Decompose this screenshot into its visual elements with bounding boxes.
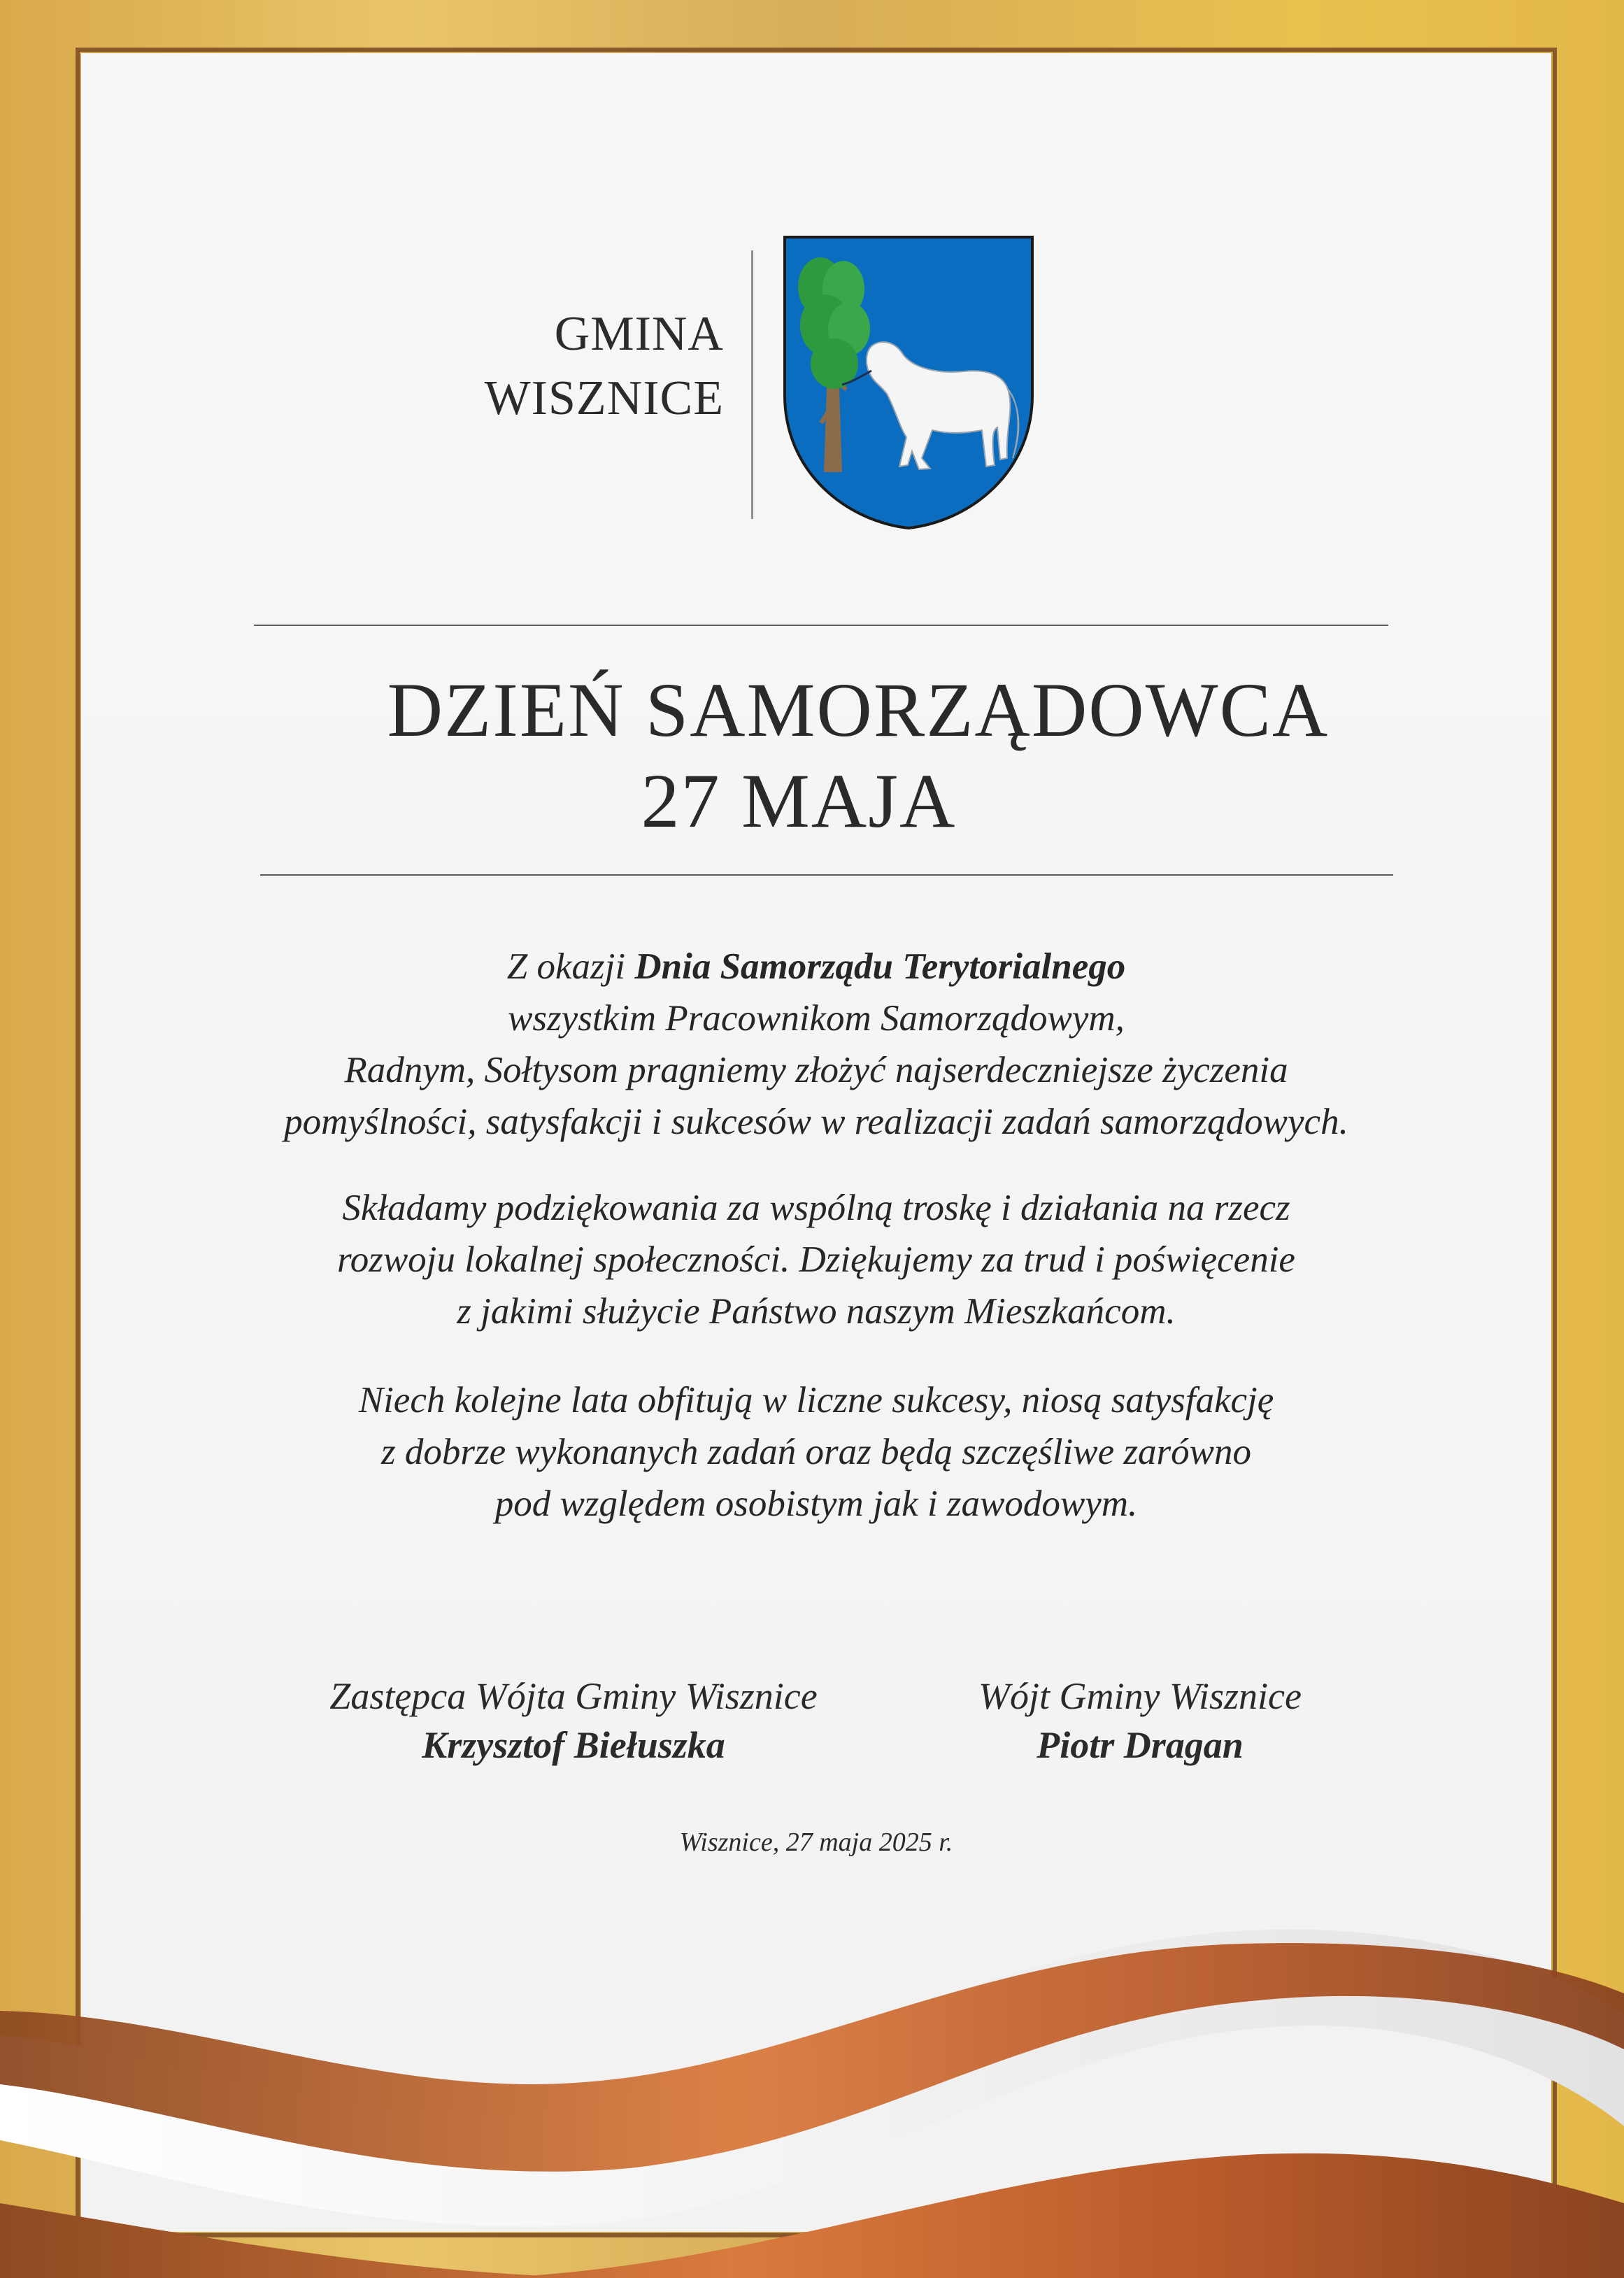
- wishes-line3: pod względem osobistym jak i zawodowym.: [494, 1483, 1138, 1524]
- thanks-line2: rozwoju lokalnej społeczności. Dziękujemy za trud i poświęcenie: [337, 1239, 1295, 1280]
- greeting-paragraph-3: [81, 1374, 1551, 1530]
- thanks-line3: z jakimi służycie Państwo naszym Mieszkańcom.: [457, 1291, 1176, 1332]
- greeting-paragraph-1: [81, 941, 1551, 1148]
- header-divider: [751, 250, 753, 519]
- greeting-paragraph-2: [81, 1182, 1551, 1337]
- wishes-line2: z dobrze wykonanych zadań oraz będą szczęśliwe zarówno: [381, 1432, 1251, 1472]
- title-rule-top: [254, 625, 1388, 626]
- signature-mayor-name: Piotr Dragan: [1037, 1724, 1244, 1766]
- document-date: Wisznice, 27 maja 2025 r.: [679, 1828, 953, 1857]
- greeting-prefix: Z okazji: [506, 946, 635, 987]
- coat-of-arms-tree-horse-icon: [782, 234, 1035, 531]
- municipality-name-line2: WISZNICE: [484, 371, 724, 425]
- greeting-line4: pomyślności, satysfakcji i sukcesów w realizacji zadań samorządowych.: [284, 1102, 1348, 1142]
- title-rule-bottom: [260, 874, 1393, 876]
- municipality-name-line1: GMINA: [554, 307, 724, 361]
- signature-deputy-name: Krzysztof Biełuszka: [422, 1724, 725, 1766]
- greeting-line2: wszystkim Pracownikom Samorządowym,: [508, 998, 1125, 1039]
- signature-mayor: [895, 1672, 1385, 1770]
- municipality-name: [374, 302, 724, 431]
- thanks-line1: Składamy podziękowania za wspólną troskę i działania na rzecz: [342, 1188, 1290, 1228]
- greeting-occasion: Dnia Samorządu Terytorialnego: [634, 946, 1126, 987]
- signature-mayor-role: Wójt Gminy Wisznice: [978, 1675, 1302, 1717]
- page-title-line2: 27 MAJA: [641, 758, 957, 843]
- flag-ribbon-decoration: [0, 1874, 1624, 2278]
- page-title-line1: DZIEŃ SAMORZĄDOWCA: [387, 667, 1330, 753]
- signature-deputy: [266, 1672, 881, 1770]
- page-title: [81, 664, 1551, 846]
- greeting-line3: Radnym, Sołtysom pragniemy złożyć najserdeczniejsze życzenia: [344, 1050, 1288, 1090]
- wishes-line1: Niech kolejne lata obfitują w liczne sukcesy, niosą satysfakcję: [358, 1380, 1274, 1421]
- signature-deputy-role: Zastępca Wójta Gminy Wisznice: [329, 1675, 818, 1717]
